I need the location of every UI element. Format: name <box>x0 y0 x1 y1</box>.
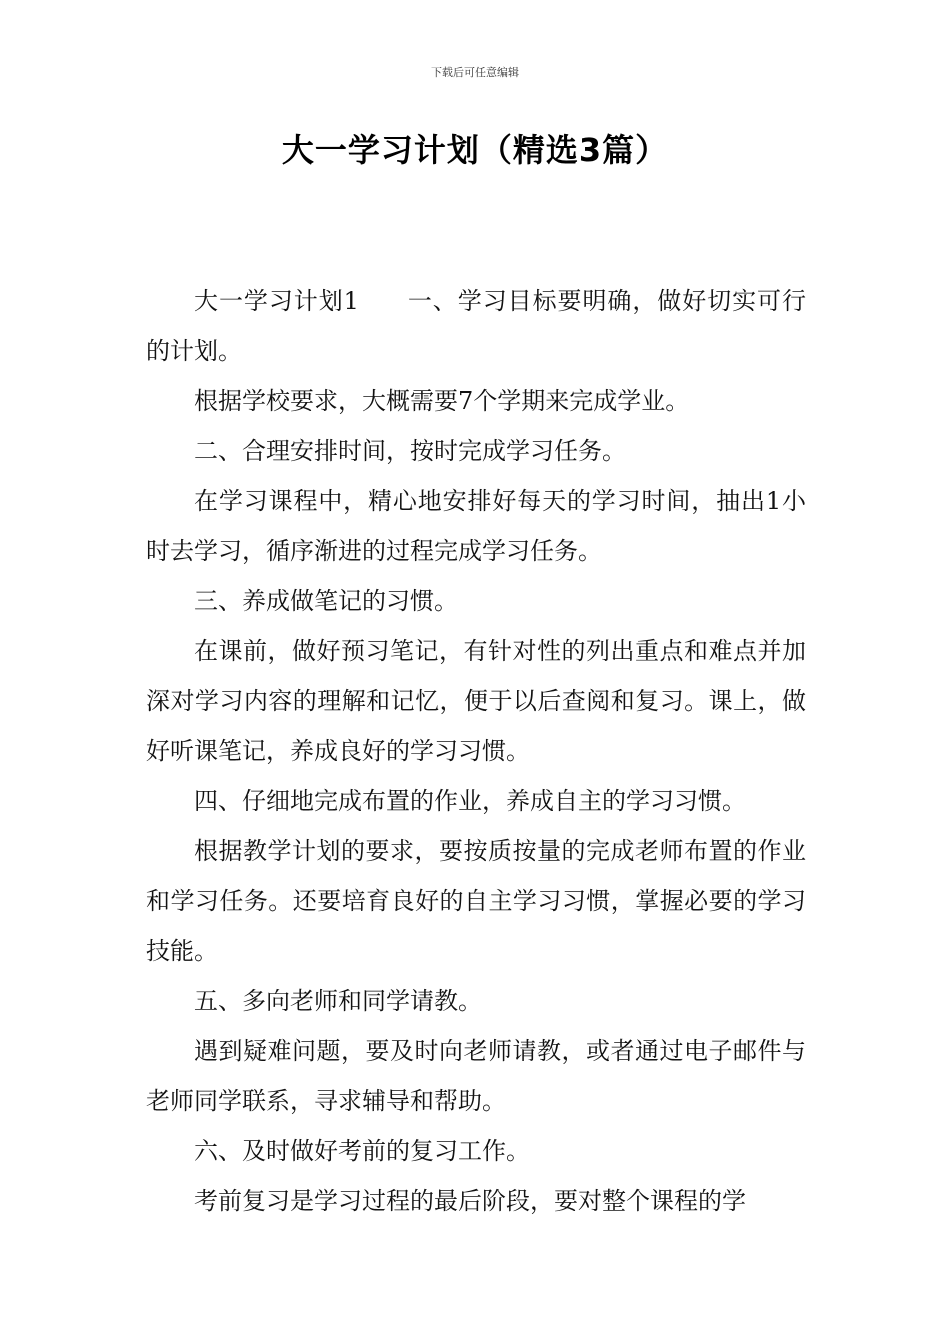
paragraph: 考前复习是学习过程的最后阶段，要对整个课程的学 <box>194 1187 746 1215</box>
paragraph: 根据教学计划的要求，要按质按量的完成老师布置的作业和学习任务。还要培育良好的自主学习习惯，掌握必要的学习技能。 <box>146 837 806 965</box>
paragraph: 四、仔细地完成布置的作业，养成自主的学习习惯。 <box>194 787 746 815</box>
paragraph: 六、及时做好考前的复习工作。 <box>194 1137 530 1165</box>
paragraph: 遇到疑难问题，要及时向老师请教，或者通过电子邮件与老师同学联系，寻求辅导和帮助。 <box>146 1037 806 1115</box>
paragraph: 根据学校要求，大概需要7个学期来完成学业。 <box>194 387 690 415</box>
paragraph: 在学习课程中，精心地安排好每天的学习时间，抽出1小时去学习，循序渐进的过程完成学习任务。 <box>146 487 806 565</box>
document-body <box>146 276 806 1226</box>
paragraph: 二、合理安排时间，按时完成学习任务。 <box>194 437 626 465</box>
paragraph: 在课前，做好预习笔记，有针对性的列出重点和难点并加深对学习内容的理解和记忆，便于以后查阅和复习。课上，做好听课笔记，养成良好的学习习惯。 <box>146 637 806 765</box>
paragraph: 三、养成做笔记的习惯。 <box>194 587 458 615</box>
section-label: 大一学习计划1 <box>194 287 359 315</box>
paragraph-text: 一、学习目标要明确，做好切实可行的计划。 <box>146 287 806 365</box>
header-note: 下载后可任意编辑 <box>431 66 519 79</box>
page-title: 大一学习计划（精选3篇） <box>281 131 669 169</box>
paragraph <box>146 276 806 376</box>
paragraph: 五、多向老师和同学请教。 <box>194 987 482 1015</box>
